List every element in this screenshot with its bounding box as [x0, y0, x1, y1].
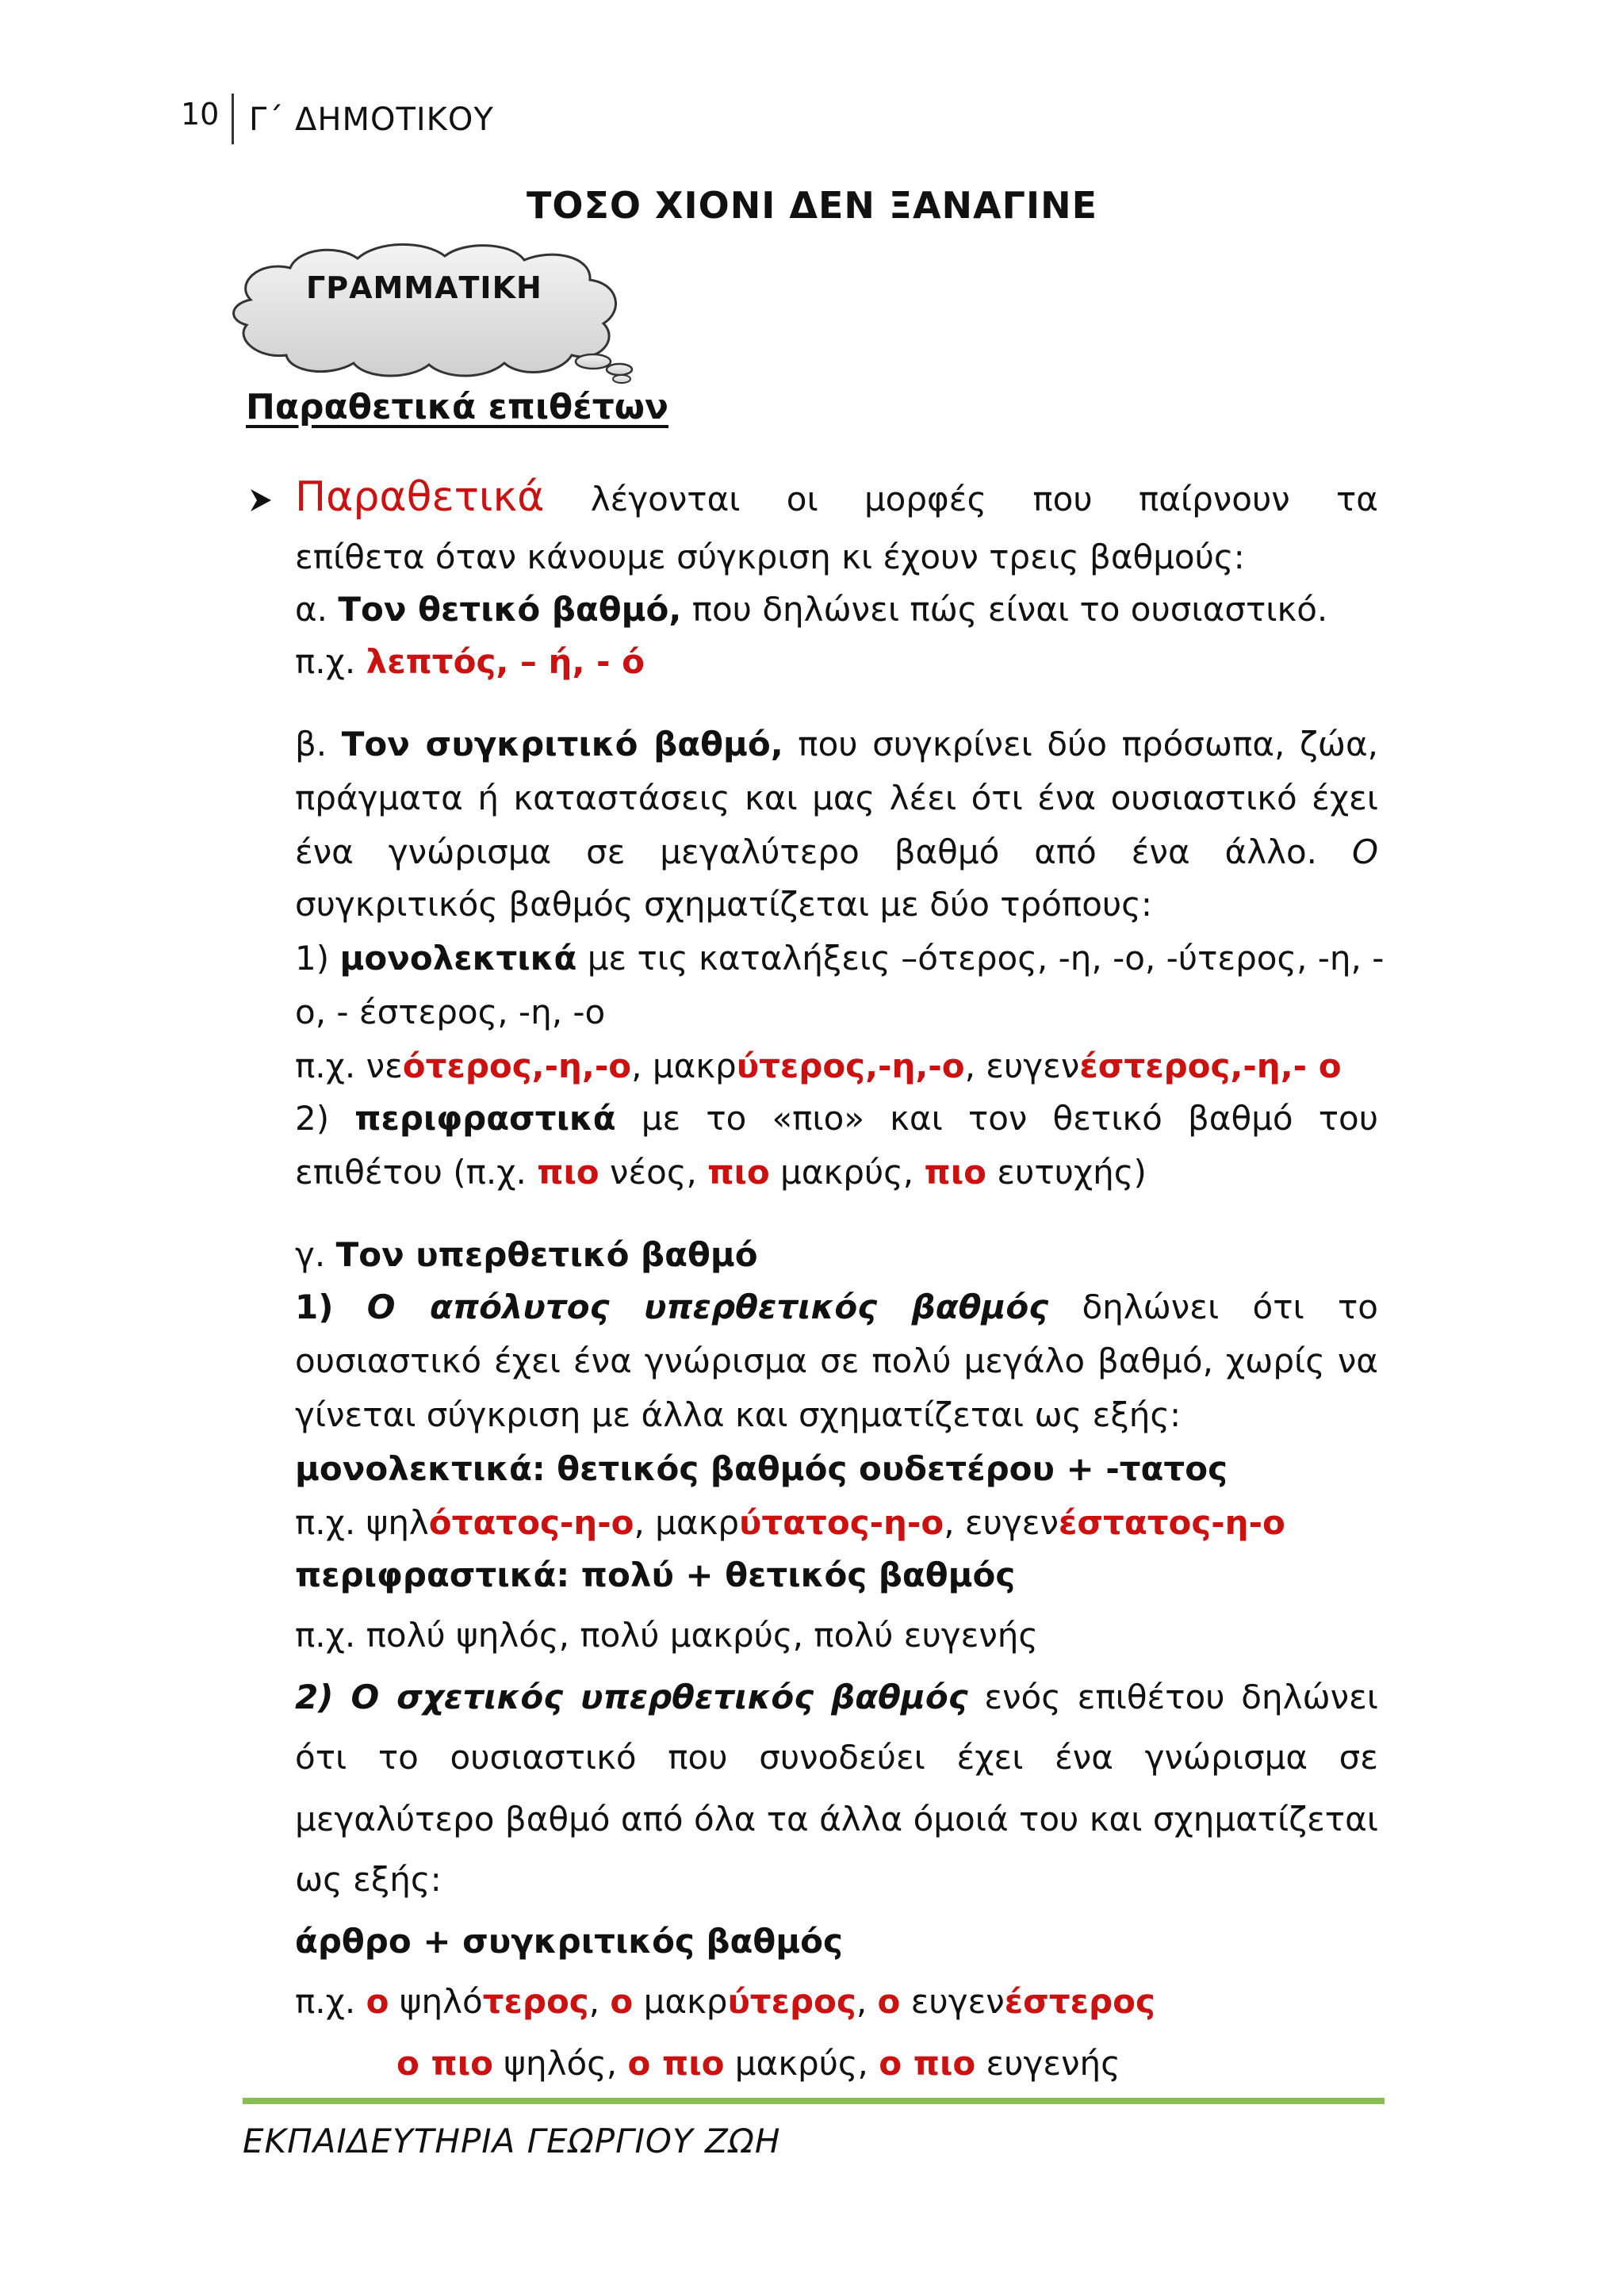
relative-rule: άρθρο + συγκριτικός βαθμός	[295, 1922, 843, 1961]
page-number: 10	[181, 97, 220, 132]
header-divider	[232, 94, 234, 144]
single-word-rule: μονολεκτικά: θετικός βαθμός ουδετέρου + -τατος	[295, 1449, 1228, 1488]
comparative-line-4: συγκριτικός βαθμός σχηματίζεται με δύο τρόπους:	[295, 885, 1152, 924]
absolute-example-2: π.χ. πολύ ψηλός, πολύ μακρύς, πολύ ευγενής	[295, 1616, 1039, 1655]
positive-degree-example: π.χ. λεπτός, – ή, - ό	[295, 642, 645, 681]
absolute-example-1: π.χ. ψηλότατος-η-ο, μακρύτατος-η-ο, ευγενέστατος-η-ο	[295, 1503, 1285, 1542]
intro-line-1: Παραθετικά λέγονται οι μορφές που παίρνουν τα	[295, 473, 1378, 521]
relative-superlative-line-1: 2) Ο σχετικός υπερθετικός βαθμός ενός επιθέτου δηλώνει	[295, 1678, 1379, 1716]
section-subtitle: Παραθετικά επιθέτων	[246, 387, 668, 427]
relative-superlative-line-4: ως εξής:	[295, 1860, 442, 1899]
comparative-line-2: πράγματα ή καταστάσεις και μας λέει ότι ένα ουσιαστικό έχει	[295, 779, 1378, 817]
cloud-callout	[219, 236, 653, 384]
relative-example-2: ο πιο ψηλός, ο πιο μακρύς, ο πιο ευγενής	[396, 2044, 1120, 2083]
section-label: ΓΡΑΜΜΑΤΙΚΗ	[306, 270, 542, 305]
periphrastic-rule: περιφραστικά: πολύ + θετικός βαθμός	[295, 1556, 1016, 1594]
comparative-line-9: επιθέτου (π.χ. πιο νέος, πιο μακρύς, πιο ευτυχής)	[295, 1153, 1147, 1192]
relative-example-1: π.χ. ο ψηλότερος, ο μακρύτερος, ο ευγενέστερος	[295, 1982, 1155, 2021]
relative-superlative-line-2: ότι το ουσιαστικό που συνοδεύει έχει ένα γνώρισμα σε	[295, 1738, 1378, 1777]
absolute-superlative-line-2: ουσιαστικό έχει ένα γνώρισμα σε πολύ μεγάλο βαθμό, χωρίς να	[295, 1341, 1378, 1380]
comparative-line-1: β. Τον συγκριτικό βαθμό, που συγκρίνει δύο πρόσωπα, ζώα,	[295, 725, 1378, 763]
comparative-line-8: 2) περιφραστικά με το «πιο» και τον θετικό βαθμό του	[295, 1099, 1379, 1138]
arrowhead-bullet-icon	[247, 487, 274, 514]
comparative-example: π.χ. νεότερος,-η,-ο, μακρύτερος,-η,-ο, ευγενέστερος,-η,- ο	[295, 1047, 1342, 1085]
comparative-line-3: ένα γνώρισμα σε μεγαλύτερο βαθμό από ένα άλλο. Ο	[295, 832, 1378, 871]
absolute-superlative-line-3: γίνεται σύγκριση με άλλα και σχηματίζεται ως εξής:	[295, 1395, 1182, 1434]
absolute-superlative-line-1: 1) Ο απόλυτος υπερθετικός βαθμός δηλώνει ότι το	[295, 1288, 1378, 1326]
page-title: ΤΟΣΟ ΧΙΟΝΙ ΔΕΝ ΞΑΝΑΓΙΝΕ	[527, 184, 1097, 227]
positive-degree-line: α. Τον θετικό βαθμό, που δηλώνει πώς είναι το ουσιαστικό.	[295, 590, 1328, 629]
relative-superlative-line-3: μεγαλύτερο βαθμό από όλα τα άλλα όμοιά του και σχηματίζεται	[295, 1800, 1378, 1839]
footer-text: ΕΚΠΑΙΔΕΥΤΗΡΙΑ ΓΕΩΡΓΙΟΥ ΖΩΗ	[243, 2122, 781, 2160]
footer-divider	[243, 2098, 1385, 2104]
superlative-heading: γ. Τον υπερθετικό βαθμό	[295, 1235, 758, 1274]
intro-line-2: επίθετα όταν κάνουμε σύγκριση κι έχουν τρεις βαθμούς:	[295, 538, 1245, 576]
intro-term: Παραθετικά	[295, 473, 545, 521]
comparative-line-6: ο, - έστερος, -η, -ο	[295, 993, 606, 1031]
running-header: Γ΄ ΔΗΜΟΤΙΚΟΥ	[249, 101, 494, 138]
comparative-line-5: 1) μονολεκτικά με τις καταλήξεις –ότερος, -η, -ο, -ύτερος, -η, -	[295, 939, 1385, 978]
